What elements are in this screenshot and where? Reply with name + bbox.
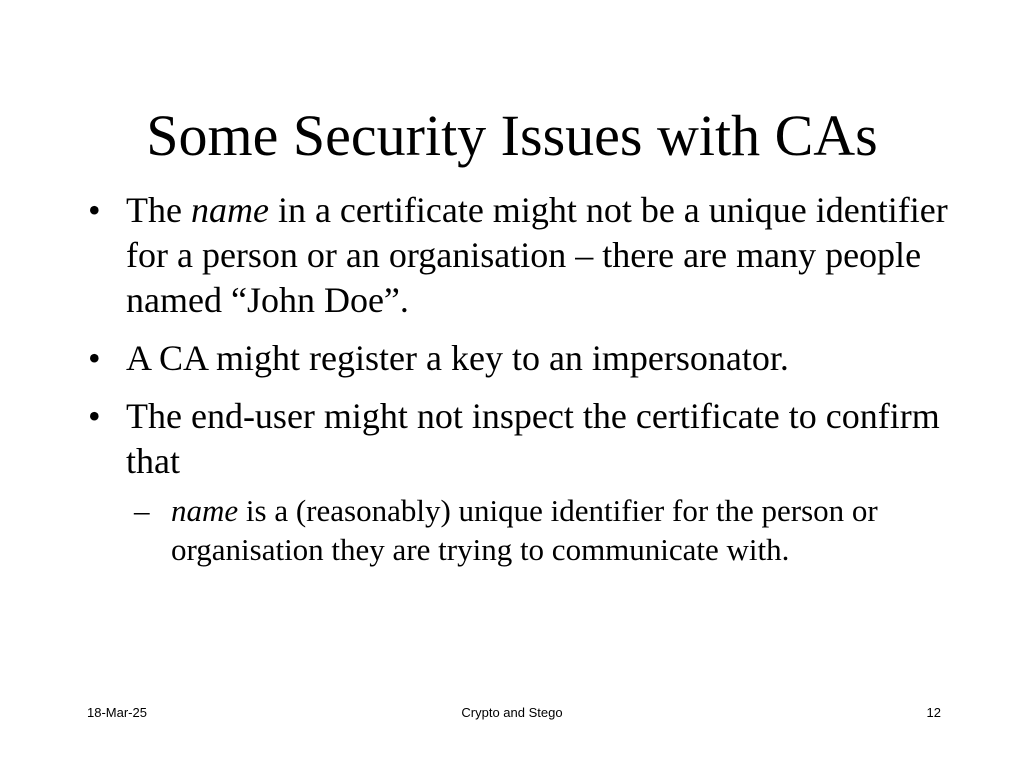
- bullet-text: The end-user might not inspect the certificate to confirm that: [126, 396, 940, 481]
- sub-bullet-list: [134, 491, 968, 569]
- bullet-list: [88, 188, 968, 582]
- bullet-icon: •: [88, 396, 101, 436]
- slide-title: Some Security Issues with CAs: [146, 103, 878, 168]
- bullet-icon: •: [88, 338, 101, 378]
- bullet-text-emphasis: name: [190, 190, 269, 230]
- bullet-text: A CA might register a key to an impersonator.: [126, 338, 789, 378]
- dash-icon: –: [134, 493, 150, 528]
- footer-date: 18-Mar-25: [87, 705, 147, 720]
- sub-bullet-emphasis: name: [171, 493, 239, 528]
- bullet-text-prefix: The: [126, 190, 191, 230]
- bullet-item-impersonator: [88, 336, 968, 381]
- sub-bullet-text: is a (reasonably) unique identifier for the person or organisation they are trying to communicate with.: [171, 493, 878, 567]
- footer-title: Crypto and Stego: [461, 705, 563, 720]
- bullet-item-name-uniqueness: [88, 188, 968, 323]
- bullet-icon: •: [88, 190, 101, 230]
- bullet-item-inspect-certificate: [88, 394, 968, 569]
- sub-bullet-item-unique-identifier: [134, 491, 968, 569]
- bullet-text-suffix: in a certificate might not be a unique identifier for a person or an organisation – there are many people named “John Doe”.: [126, 190, 948, 320]
- page-number: 12: [926, 705, 941, 720]
